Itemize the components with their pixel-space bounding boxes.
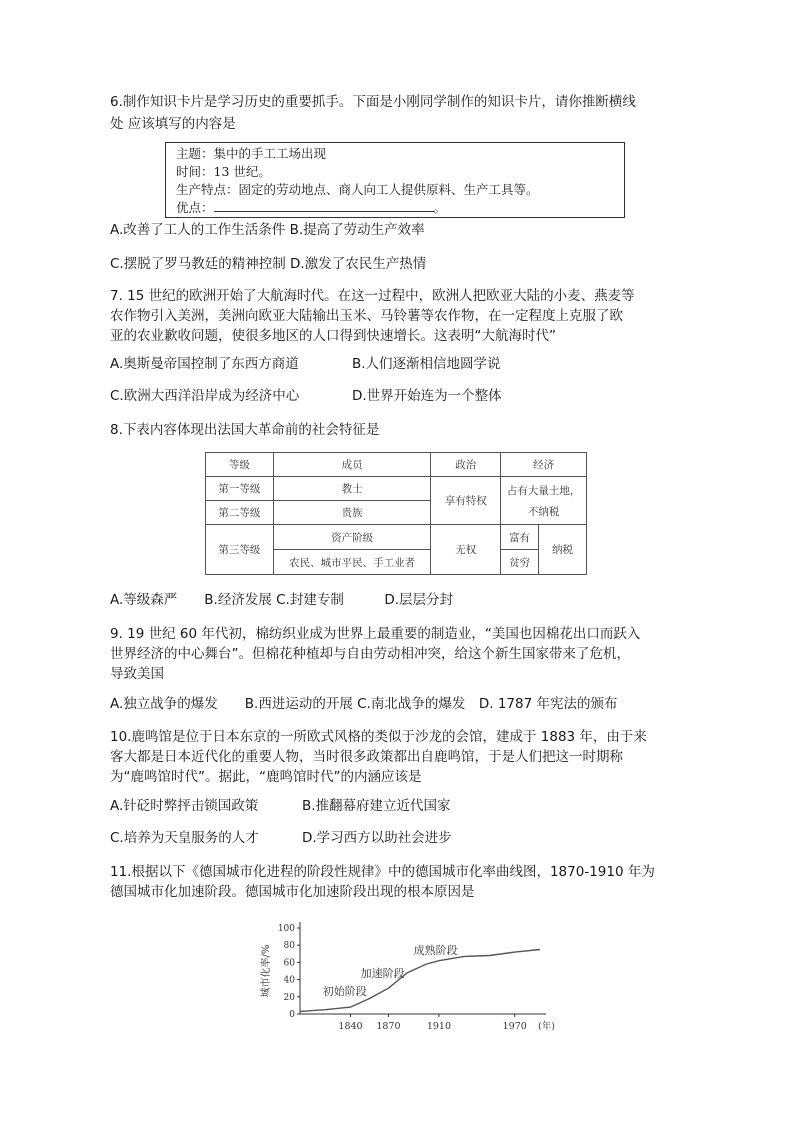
q10-stem-line3: 为“鹿鸣馆时代”。据此，“鹿鸣馆时代”的内涵应该是	[110, 769, 422, 785]
card-feature: 生产特点：固定的劳动地点、商人向工人提供原料、生产工具等。	[176, 182, 539, 197]
stage-annotation: 加速阶段	[360, 967, 405, 981]
urbanization-chart	[255, 912, 555, 1034]
card-advantage	[176, 199, 614, 217]
q6-options-line1[interactable]: A.改善了工人的工作生活条件 B.提高了劳动生产效率	[110, 222, 425, 238]
answer-blank[interactable]	[214, 199, 434, 212]
x-tick-label: 1910	[426, 1021, 452, 1032]
urbanization-chart-svg	[255, 912, 555, 1034]
card-time: 时间：13 世纪。	[176, 164, 271, 179]
q6-stem-line1: 6.制作知识卡片是学习历史的重要抓手。下面是小刚同学制作的知识卡片，请你推断横线	[110, 94, 636, 110]
estate2-cell: 第二等级	[206, 501, 274, 525]
y-tick-label: 40	[283, 975, 295, 986]
card-advantage-label: 优点：	[176, 200, 214, 215]
q10-option-d[interactable]: D.学习西方以助社会进步	[302, 830, 452, 846]
q7-stem-line1: 7. 15 世纪的欧洲开始了大航海时代。在这一过程中，欧洲人把欧亚大陆的小麦、燕麦等	[110, 288, 635, 304]
y-tick-label: 0	[289, 1010, 295, 1020]
q11-stem-line2: 德国城市化加速阶段。德国城市化加速阶段出现的根本原因是	[110, 884, 475, 900]
card-advantage-end: 。	[433, 200, 447, 215]
q9-stem-line2: 世界经济的中心舞台”。但棉花种植却与自由劳动相冲突，给这个新生国家带来了危机，	[110, 646, 630, 662]
y-axis-label: 城市化率/%	[261, 944, 272, 998]
q7-stem-line3: 亚的农业歉收问题，使很多地区的人口得到快速增长。这表明“大航海时代”	[110, 328, 556, 344]
q6-options-line2[interactable]: C.摆脱了罗马教廷的精神控制 D.激发了农民生产热情	[110, 256, 427, 272]
th-economy: 经济	[501, 453, 587, 477]
q10-stem-line1: 10.鹿鸣馆是位于日本东京的一所欧式风格的类似于沙龙的会馆，建成于 1883 年，由于来	[110, 729, 647, 745]
nobility-cell: 贵族	[273, 501, 431, 525]
q7-option-d[interactable]: D.世界开始连为一个整体	[352, 388, 502, 404]
th-politics: 政治	[431, 453, 501, 477]
pay-tax-cell: 纳税	[539, 525, 587, 575]
urbanization-curve	[300, 950, 540, 1012]
q6-stem-line2: 处 应该填写的内容是	[110, 116, 236, 132]
estate1-cell: 第一等级	[206, 477, 274, 501]
stage-annotation: 初始阶段	[322, 985, 367, 999]
q7-option-b[interactable]: B.人们逐渐相信地圆学说	[352, 356, 501, 372]
knowledge-card	[165, 142, 625, 218]
estate3-cell: 第三等级	[206, 525, 274, 575]
commoners-cell: 农民、城市平民、手工业者	[273, 550, 431, 575]
q9-stem-line3: 导致美国	[110, 666, 164, 682]
q7-option-a[interactable]: A.奥斯曼帝国控制了东西方商道	[110, 356, 299, 372]
clergy-cell: 教士	[273, 477, 431, 501]
stage-annotation: 成熟阶段	[413, 943, 458, 957]
poor-cell: 贫穷	[501, 550, 539, 575]
bourgeoisie-cell: 资产阶级	[273, 525, 431, 550]
x-tick-label: 1870	[376, 1021, 401, 1032]
x-tick-label: 1970	[502, 1021, 527, 1032]
q9-options[interactable]: A.独立战争的爆发 B.西进运动的开展 C.南北战争的爆发 D. 1787 年宪法的颁布	[110, 696, 618, 712]
q10-option-a[interactable]: A.针砭时弊抨击锁国政策	[110, 798, 259, 814]
q8-options[interactable]: A.等级森严 B.经济发展 C.封建专制 D.层层分封	[110, 592, 454, 608]
x-axis-label: (年)	[538, 1021, 555, 1032]
q8-stem: 8.下表内容体现出法国大革命前的社会特征是	[110, 422, 380, 438]
y-tick-label: 20	[283, 992, 295, 1003]
th-members: 成员	[273, 453, 431, 477]
card-theme: 主题：集中的手工工场出现	[176, 146, 327, 161]
q11-stem-line1: 11.根据以下《德国城市化进程的阶段性规律》中的德国城市化率曲线图，1870-1910 年为	[110, 864, 655, 880]
no-tax-text: 不纳税	[527, 505, 560, 518]
q10-option-b[interactable]: B.推翻幕府建立近代国家	[302, 798, 451, 814]
x-tick-label: 1840	[338, 1021, 363, 1032]
q7-option-c[interactable]: C.欧洲大西洋沿岸成为经济中心	[110, 388, 300, 404]
y-tick-label: 100	[277, 924, 295, 934]
q7-stem-line2: 农作物引入美洲，美洲向欧亚大陆输出玉米、马铃薯等农作物，在一定程度上克服了欧	[110, 308, 623, 324]
land-text: 占有大量土地，	[506, 484, 581, 497]
y-tick-label: 80	[283, 941, 295, 952]
q10-stem-line2: 客大都是日本近代化的重要人物，当时很多政策都出自鹿鸣馆，于是人们把这一时期称	[110, 749, 623, 765]
y-tick-label: 60	[283, 958, 295, 969]
estate-table	[205, 452, 587, 575]
rich-cell: 富有	[501, 525, 539, 550]
q9-stem-line1: 9. 19 世纪 60 年代初，棉纺织业成为世界上最重要的制造业，“美国也因棉花出口而跃入	[110, 626, 641, 642]
no-rights-cell: 无权	[431, 525, 501, 575]
privilege-cell: 享有特权	[431, 477, 501, 525]
th-estate: 等级	[206, 453, 274, 477]
q10-option-c[interactable]: C.培养为天皇服务的人才	[110, 830, 259, 846]
land-cell	[501, 477, 587, 525]
